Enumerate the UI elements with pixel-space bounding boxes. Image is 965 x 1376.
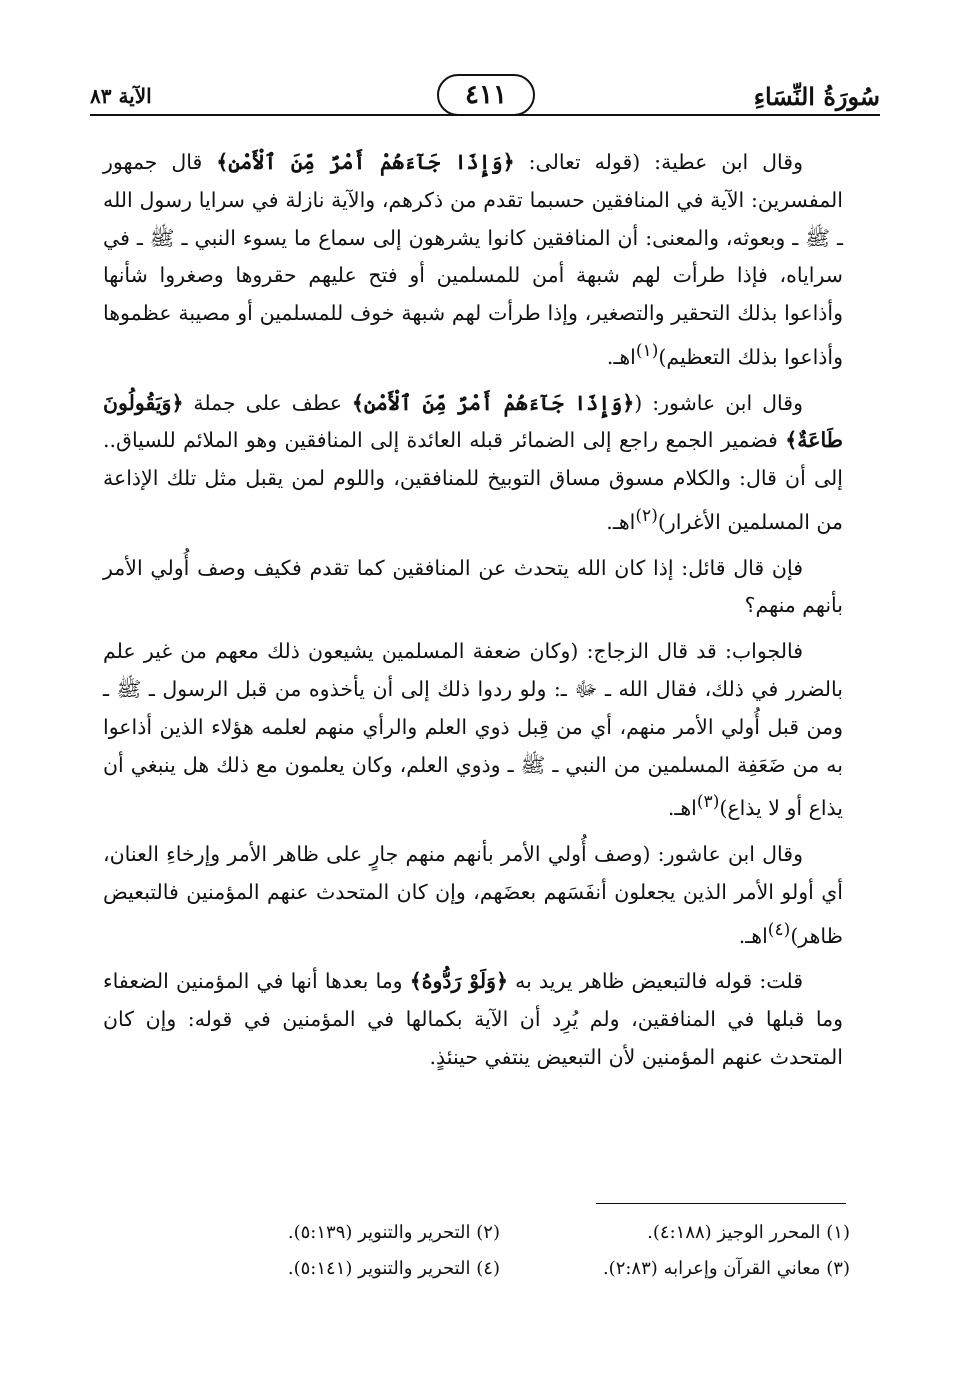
footnote-separator bbox=[596, 1203, 846, 1204]
footnote: (١) المحرر الوجيز (٤:١٨٨). bbox=[647, 1222, 850, 1243]
footnote-ref: (٤) bbox=[767, 919, 791, 940]
paragraph bbox=[103, 633, 843, 828]
quran-verse: ﴿وَإِذَا جَآءَهُمْ أَمْرٌ مِّنَ ٱلْأَمْنِ﴾ bbox=[351, 390, 635, 415]
text-segment: اهـ. bbox=[606, 344, 636, 369]
text-segment: اهـ. bbox=[667, 796, 697, 821]
surah-title: سُورَةُ النِّسَاءِ bbox=[748, 82, 880, 111]
footnote: (٣) معاني القرآن وإعرابه (٢:٨٣). bbox=[602, 1258, 850, 1279]
text-segment: قال جمهور المفسرين: الآية في المنافقين حسبما تقدم من ذكرهم، والآية نازلة في سرايا رسول الله ـ ﷺ ـ وبعوثه، والمعنى: أن المنافقين كانوا يشرهون إلى سماع ما يسوء النبي ـ ﷺ ـ في سراياه، فإذا طرأت لهم شبهة أمن للمسلمين أو فتح عليهم حقروها وصغروا شأنها وأذاعوا بذلك التحقير والتصغير، وإذا طرأت لهم شبهة خوف للمسلمين أو مصيبة عظموها وأذاعوا بذلك التعظيم) bbox=[103, 150, 843, 369]
footnote-row bbox=[150, 1215, 850, 1251]
footnote: (٢) التحرير والتنوير (٥:١٣٩). bbox=[287, 1222, 500, 1243]
footnote: (٤) التحرير والتنوير (٥:١٤١). bbox=[287, 1258, 500, 1279]
paragraph bbox=[103, 963, 843, 1076]
ayah-label: الآية ٨٣ bbox=[90, 84, 158, 108]
quran-verse: ﴿وَإِذَا جَآءَهُمْ أَمْرٌ مِّنَ ٱلْأَمْنِ﴾ bbox=[216, 150, 515, 174]
paragraph bbox=[103, 144, 843, 377]
footnote-row bbox=[150, 1251, 850, 1287]
footnote-ref: (٣) bbox=[696, 792, 720, 813]
footnotes bbox=[150, 1215, 850, 1287]
page-number: ٤١١ bbox=[437, 74, 535, 116]
footnote-ref: (١) bbox=[635, 340, 659, 361]
body-text bbox=[103, 144, 843, 1077]
text-segment: وقال ابن عاشور: ( bbox=[634, 390, 803, 415]
text-segment: اهـ. bbox=[738, 923, 768, 948]
paragraph bbox=[103, 550, 843, 626]
text-segment: قلت: قوله فالتبعيض ظاهر يريد به bbox=[508, 969, 803, 994]
text-segment: اهـ. bbox=[606, 509, 636, 534]
text-segment: فضمير الجمع راجع إلى الضمائر قبله العائدة إلى المنافقين وهو الملائم للسياق.. إلى أن قال: والكلام مسوق مساق التوبيخ للمنافقين، واللوم لمن يقبل مثل تلك الإذاعة من المسلمين الأغرار) bbox=[103, 428, 843, 534]
footnote-ref: (٢) bbox=[635, 506, 658, 526]
text-segment: عطف على جملة bbox=[183, 390, 352, 415]
text-segment: فالجواب: قد قال الزجاج: (وكان ضعفة المسلمين يشيعون ذلك معهم من غير علم بالضرر في ذلك، فقال الله ـ ﷻ ـ: ولو ردوا ذلك إلى أن يأخذوه من قبل الرسول ـ ﷺ ـ ومن قبل أُولي الأمر منهم، أي من قِبل ذوي العلم والرأي منهم لعلمه هؤلاء الذين أذاعوا به من ضَعَفِة المسلمين من النبي ـ ﷺ ـ وذوي العلم، وكان يعلمون مع ذلك هل ينبغي أن يذاع أو لا يذاع) bbox=[103, 639, 843, 821]
text-segment: فإن قال قائل: إذا كان الله يتحدث عن المنافقين كما تقدم فكيف وصف أُولي الأمر بأنهم منهم؟ bbox=[103, 555, 843, 618]
text-segment: وقال ابن عطية: (قوله تعالى: bbox=[514, 150, 803, 174]
quran-verse: ﴿وَيَقُولُونَ طَاعَةٌ﴾ bbox=[103, 390, 843, 453]
text-segment: وما بعدها أنها في المؤمنين الضعفاء وما قبلها في المنافقين، ولم يُرِد أن الآية بكمالها في المؤمنين في قوله: وإن كان المتحدث عنهم المؤمنين لأن التبعيض ينتفي حينئذٍ. bbox=[103, 969, 843, 1069]
text-segment: وقال ابن عاشور: (وصف أُولي الأمر بأنهم منهم جارٍ على ظاهر الأمر وإرخاءِ العنان، أي أولو الأمر الذين يجعلون أنفَسَهم بعضَهم، وإن كان المتحدث عنهم المؤمنين فالتبعيض ظاهر) bbox=[103, 842, 843, 948]
paragraph bbox=[103, 836, 843, 955]
page-header bbox=[90, 70, 880, 130]
paragraph bbox=[103, 385, 843, 542]
quran-verse: ﴿وَلَوْ رَدُّوهُ﴾ bbox=[409, 969, 508, 994]
